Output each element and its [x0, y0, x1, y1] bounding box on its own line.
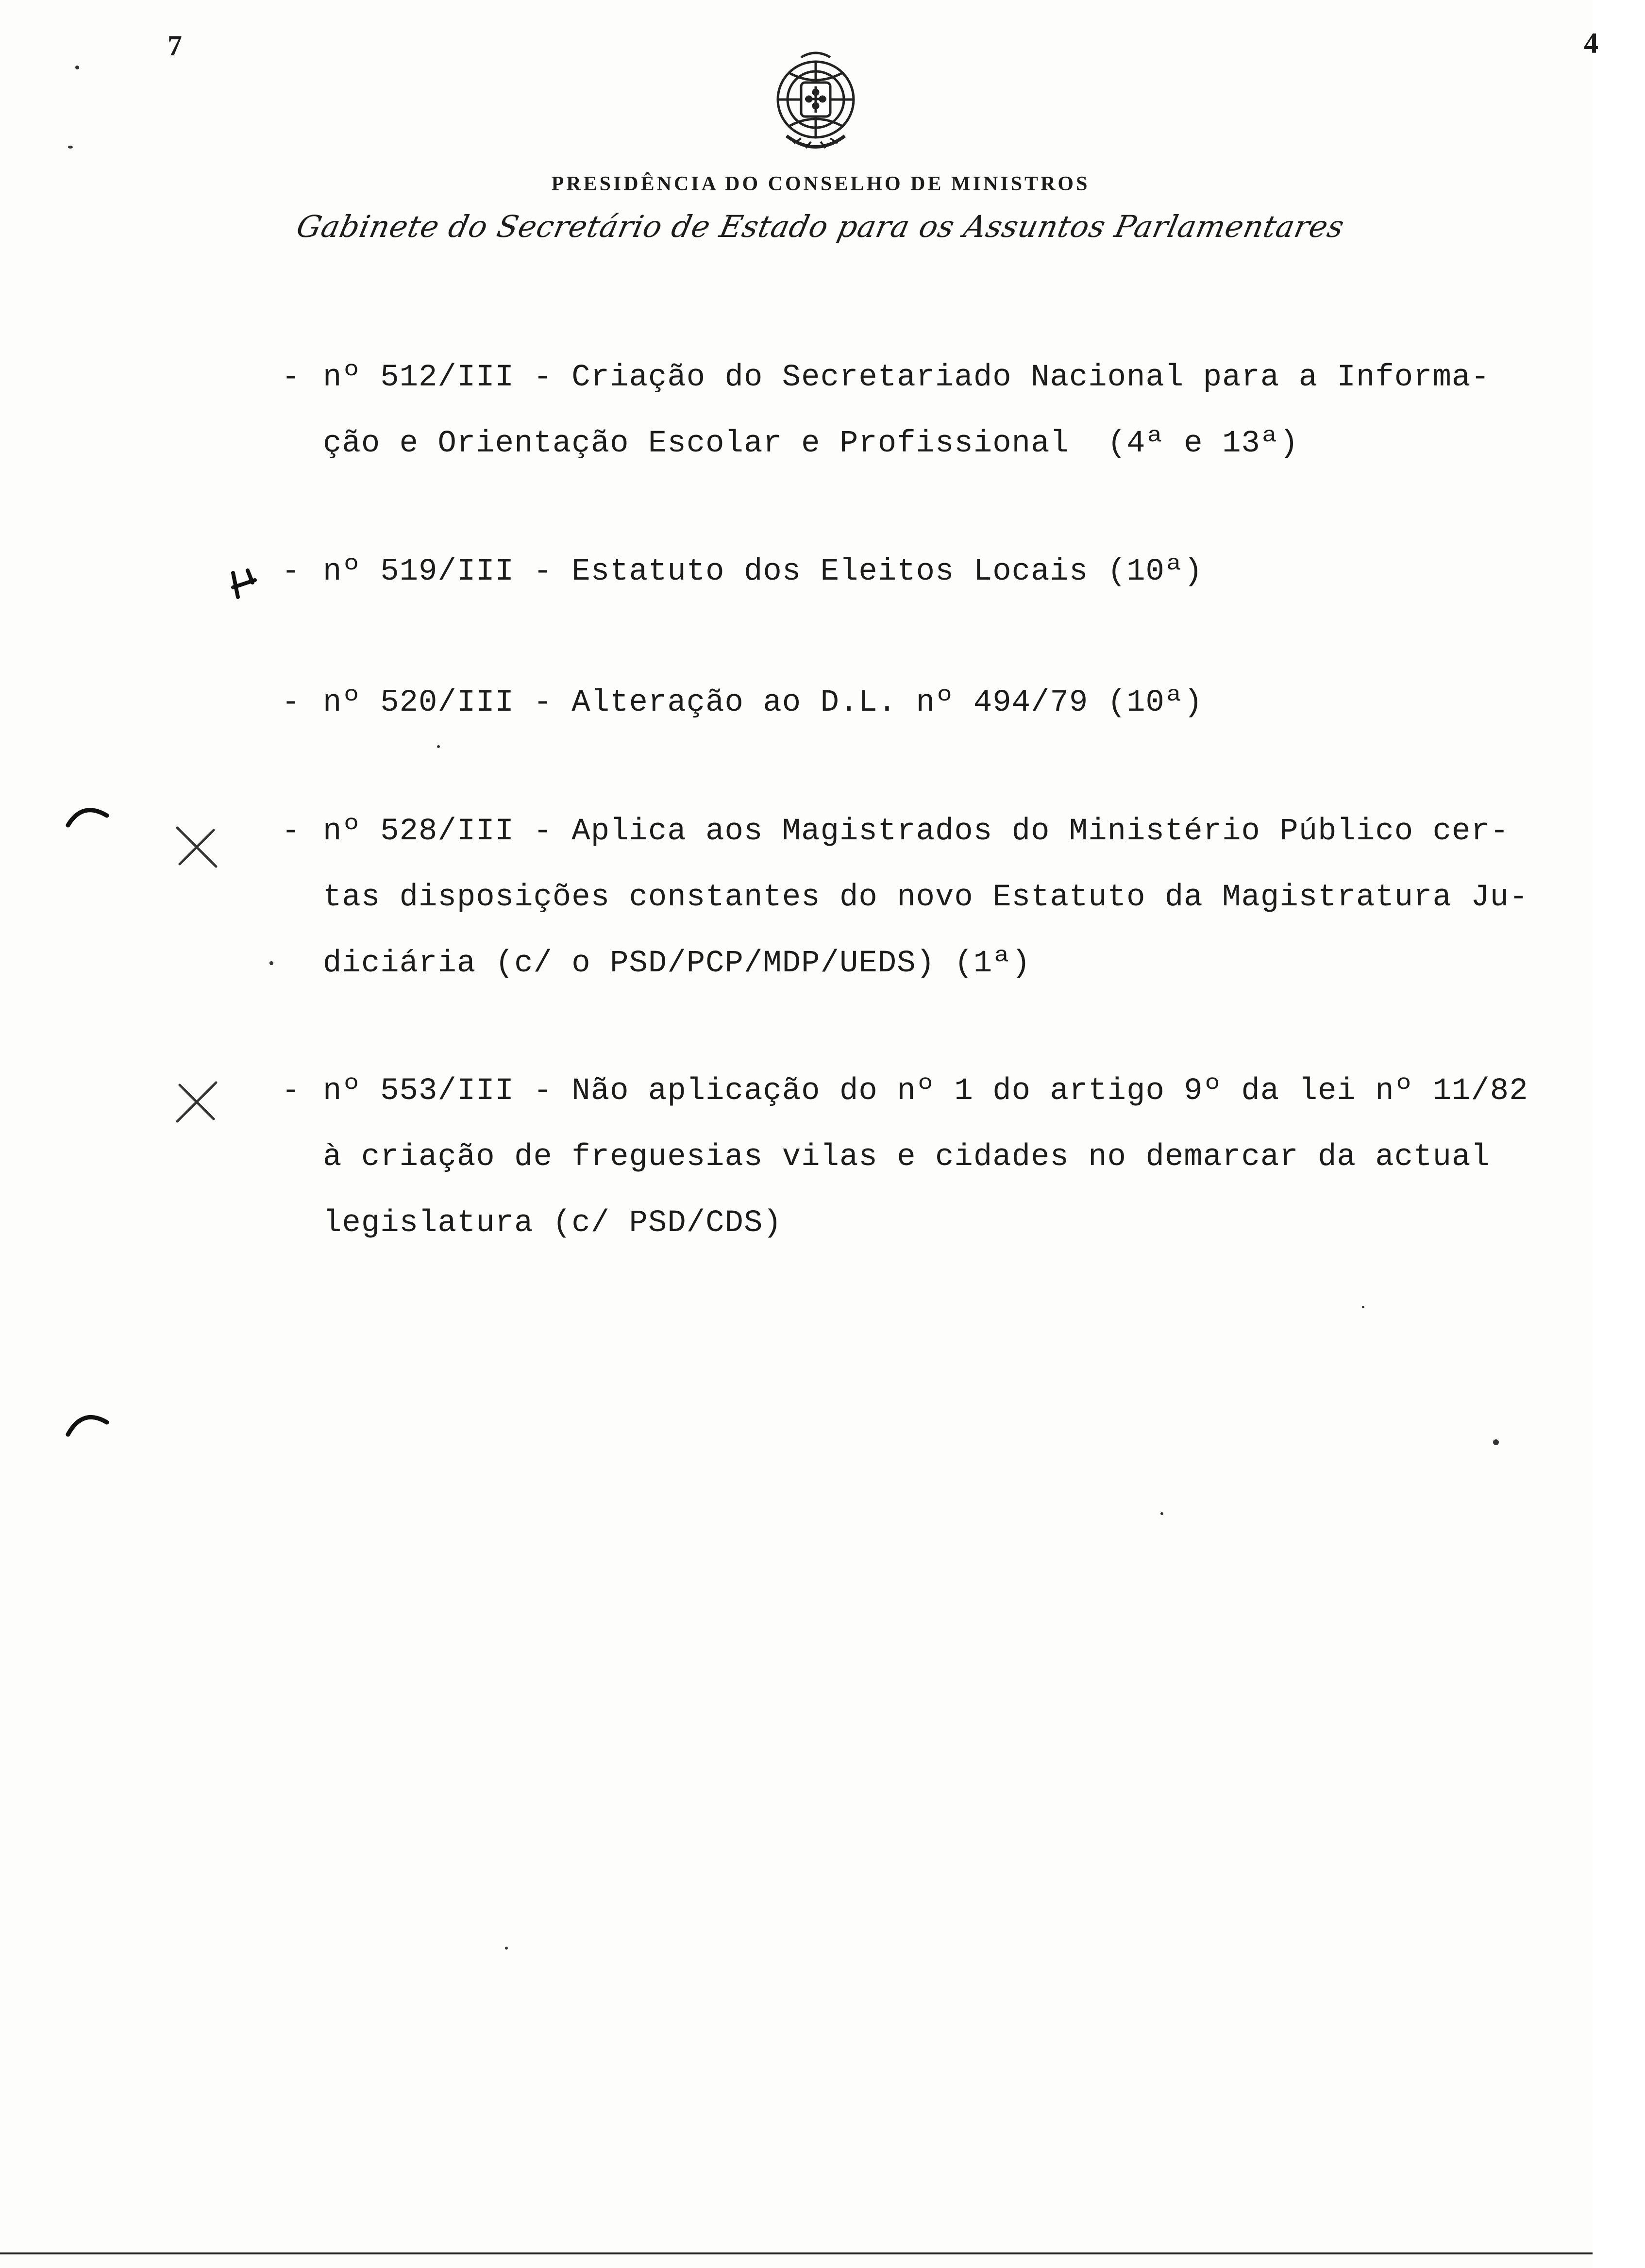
list-item [282, 539, 1525, 605]
scan-speck [1362, 1306, 1364, 1308]
scan-speck [1493, 1439, 1499, 1445]
corner-mark-right: 4 [1584, 27, 1598, 59]
item-line: tas disposições constantes do novo Estatuto da Magistratura Ju- [323, 880, 1528, 915]
coat-of-arms-icon [767, 49, 864, 160]
list-item [282, 345, 1525, 477]
item-line: - nº 519/III - Estatuto dos Eleitos Locais (10ª) [282, 554, 1203, 589]
list-item [282, 799, 1528, 997]
item-line: - nº 520/III - Alteração ao D.L. nº 494/79 (10ª) [282, 685, 1203, 720]
scan-speck [75, 66, 79, 69]
bottom-edge-line [0, 2252, 1593, 2254]
item-line: - nº 553/III - Não aplicação do nº 1 do artigo 9º da lei nº 11/82 [282, 1074, 1528, 1109]
scan-speck [68, 146, 73, 149]
institution-title: PRESIDÊNCIA DO CONSELHO DE MINISTROS [551, 173, 1090, 195]
list-item [282, 670, 1525, 736]
item-line: ção e Orientação Escolar e Profissional (4ª e 13ª) [323, 426, 1299, 461]
handwritten-x-mark-icon [170, 820, 223, 874]
scan-speck [269, 961, 273, 965]
punch-hole-mark-icon [63, 796, 112, 835]
scan-speck [437, 745, 440, 748]
handwritten-check-mark-icon [226, 553, 279, 607]
item-line: à criação de freguesias vilas e cidades no demarcar da actual [323, 1140, 1490, 1175]
scan-speck [1160, 1512, 1163, 1515]
punch-hole-mark-icon [63, 1403, 112, 1442]
item-line: legislatura (c/ PSD/CDS) [323, 1206, 782, 1241]
item-line: - nº 528/III - Aplica aos Magistrados do Ministério Público cer- [282, 814, 1510, 849]
item-line: - nº 512/III - Criação do Secretariado Nacional para a Informa- [282, 360, 1490, 395]
item-line: diciária (c/ o PSD/PCP/MDP/UEDS) (1ª) [323, 946, 1031, 981]
corner-mark-left: 7 [168, 30, 182, 62]
scan-speck [505, 1947, 508, 1950]
handwritten-x-mark-icon [170, 1075, 223, 1129]
office-subtitle: Gabinete do Secretário de Estado para os Assuntos Parlamentares [293, 209, 1348, 244]
list-item [282, 1058, 1528, 1256]
